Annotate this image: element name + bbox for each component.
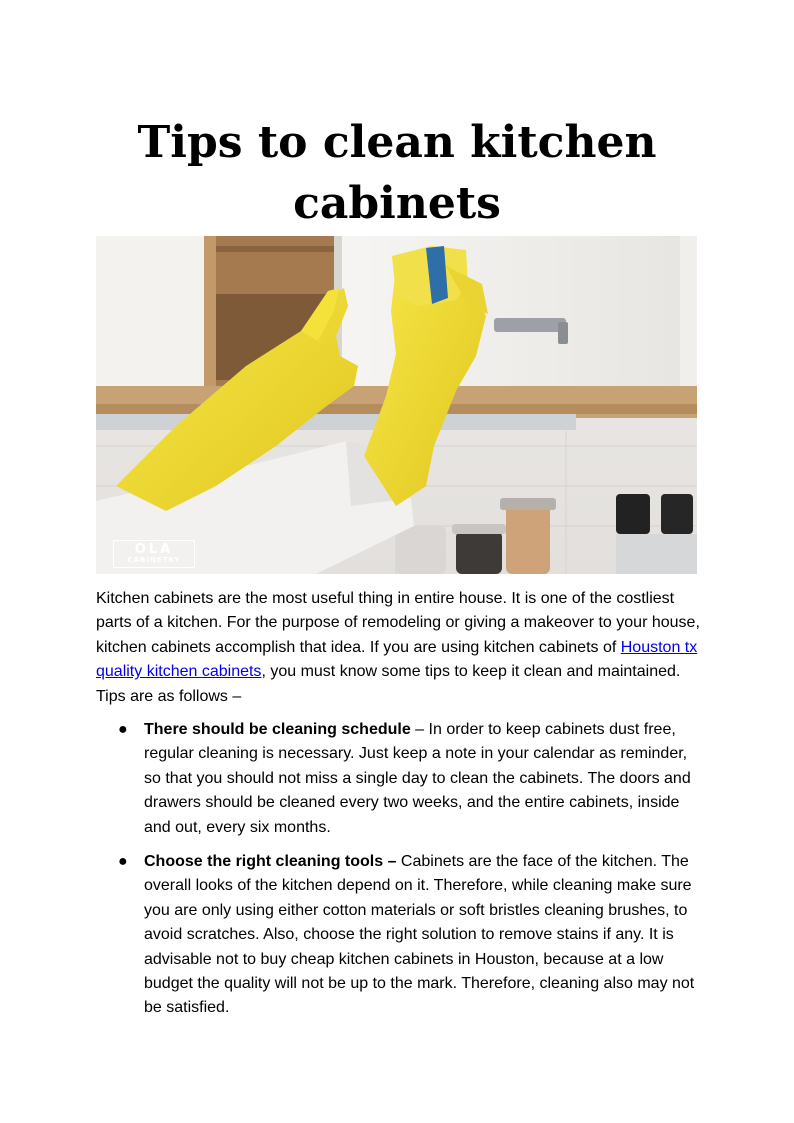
logo-mark: OLA [134, 542, 174, 557]
tip-heading: There should be cleaning schedule [144, 721, 411, 738]
list-item [96, 718, 700, 840]
tip-body: Cabinets are the face of the kitchen. The overall looks of the kitchen depend on it. Therefore, while cleaning make sure you are only using either cotton materials or soft bristles cleaning brushes, to avoid scratches. Also, choose the right solution to remove stains if any. It is advisable not to buy cheap kitchen cabinets in Houston, because at a low budget the quality will not be up to the mark. Therefore, cleaning also may not be satisfied. [144, 853, 695, 1017]
bullet-icon: ● [118, 721, 128, 738]
logo-text: CABINETRY [127, 556, 181, 564]
kitchen-cleaning-photo [96, 236, 697, 574]
bullet-icon: ● [118, 853, 128, 871]
tip-body: – In order to keep cabinets dust free, regular cleaning is necessary. Just keep a note in your calendar as reminder, so that you should not miss a single day to clean the cabinets. The doors and drawers should be cleaned every two weeks, and the entire cabinets, inside and out, every six months. [144, 721, 691, 836]
tips-list [96, 718, 700, 1031]
intro-text-before: Kitchen cabinets are the most useful thing in entire house. It is one of the costliest parts of a kitchen. For the purpose of remodeling or giving a makeover to your house, kitchen cabinets accomplish that idea. If you are using kitchen cabinets of [96, 590, 700, 656]
hero-image [96, 236, 697, 574]
brand-logo [113, 540, 195, 568]
quality-cabinets-link[interactable]: Houston tx quality kitchen cabinets [96, 638, 698, 681]
list-item [96, 850, 700, 1021]
tip-heading: Choose the right cleaning tools – [144, 853, 397, 871]
intro-text-after: , you must know some tips to keep it clean and maintained. Tips are as follows – [96, 663, 681, 705]
page-title: Tips to clean kitchen cabinets [137, 117, 657, 229]
intro-paragraph [96, 587, 700, 709]
